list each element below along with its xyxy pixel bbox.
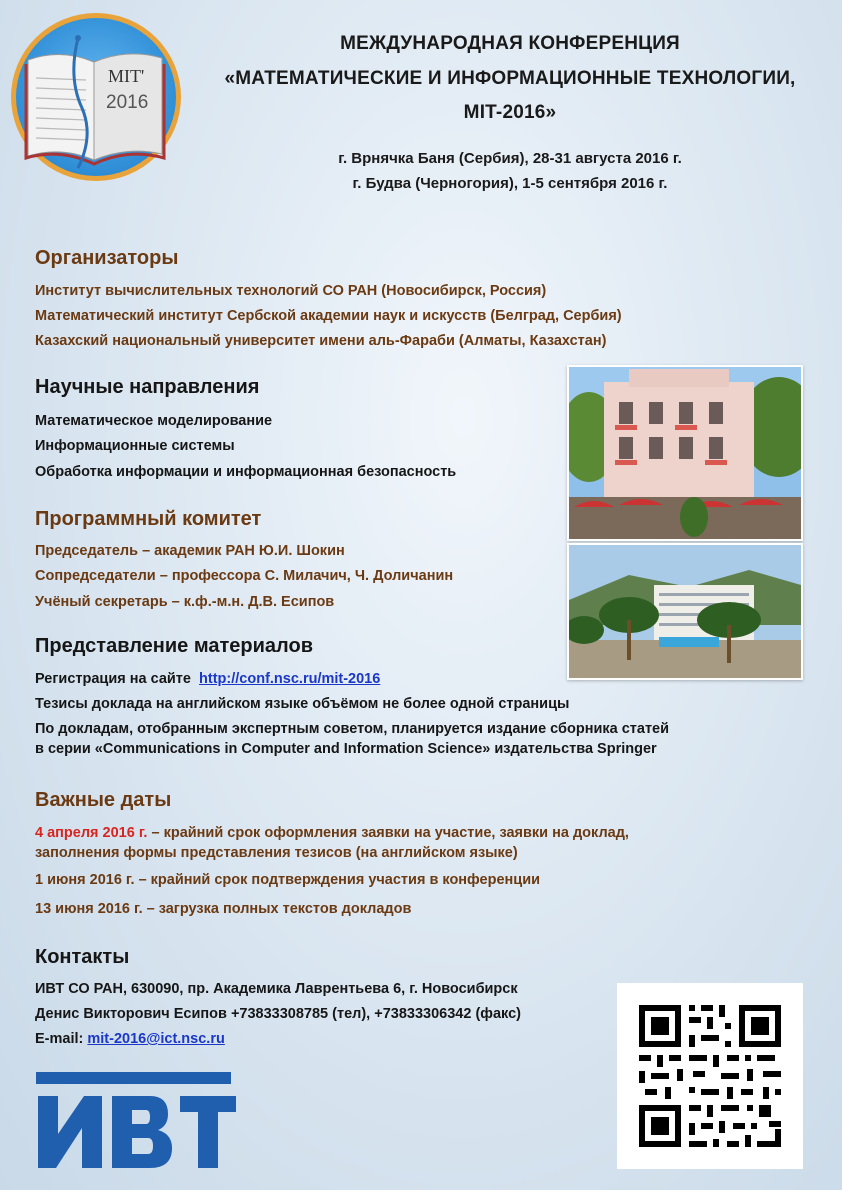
direction-item: Математическое моделирование	[35, 413, 273, 429]
organizers-heading: Организаторы	[35, 247, 179, 269]
publication-line-2: в серии «Communications in Computer and Information Science» издательства Springer	[35, 741, 657, 757]
title-line-2: «МАТЕМАТИЧЕСКИЕ И ИНФОРМАЦИОННЫЕ ТЕХНОЛОГИИ,	[224, 68, 796, 89]
committee-heading: Программный комитет	[35, 508, 262, 530]
conference-logo	[11, 13, 181, 181]
email-label: E-mail:	[35, 1031, 88, 1047]
qr-code[interactable]	[617, 983, 803, 1169]
logo-text-mit: MIT'	[108, 66, 145, 86]
ivt-logo	[36, 1072, 236, 1172]
committee-item: Председатель – академик РАН Ю.И. Шокин	[35, 543, 345, 559]
dates-heading: Важные даты	[35, 789, 172, 811]
title-line-3: MIT-2016»	[463, 102, 557, 123]
resort-photo	[567, 543, 803, 680]
organizer-item: Казахский национальный университет имени аль-Фараби (Алматы, Казахстан)	[35, 333, 607, 349]
email-link[interactable]: mit-2016@ict.nsc.ru	[87, 1031, 225, 1047]
directions-heading: Научные направления	[35, 376, 260, 398]
registration-label: Регистрация на сайте	[35, 671, 191, 687]
contact-person: Денис Викторович Есипов +73833308785 (тел), +73833306342 (факс)	[35, 1006, 521, 1022]
date-item-2: 1 июня 2016 г. – крайний срок подтверждения участия в конференции	[35, 872, 541, 888]
contact-email-line	[35, 1031, 225, 1047]
title-line-1: МЕЖДУНАРОДНАЯ КОНФЕРЕНЦИЯ	[340, 33, 680, 54]
logo-text-year: 2016	[106, 92, 149, 113]
abstracts-line: Тезисы доклада на английском языке объёмом не более одной страницы	[35, 696, 570, 712]
direction-item: Информационные системы	[35, 438, 235, 454]
submission-heading: Представление материалов	[35, 635, 313, 657]
location-line-1: г. Врнячка Баня (Сербия), 28-31 августа 2016 г.	[338, 150, 682, 167]
committee-item: Учёный секретарь – к.ф.-м.н. Д.В. Есипов	[35, 594, 335, 610]
hotel-photo	[567, 365, 803, 541]
publication-line-1: По докладам, отобранным экспертным советом, планируется издание сборника статей	[35, 721, 670, 737]
date-1-date: 4 апреля 2016 г.	[35, 825, 148, 841]
location-line-2: г. Будва (Черногория), 1-5 сентября 2016 г.	[352, 175, 668, 192]
contact-address: ИВТ СО РАН, 630090, пр. Академика Лаврентьева 6, г. Новосибирск	[35, 981, 518, 997]
registration-line	[35, 671, 380, 687]
committee-item: Сопредседатели – профессора С. Милачич, Ч. Доличанин	[35, 568, 454, 584]
registration-link[interactable]: http://conf.nsc.ru/mit-2016	[199, 671, 381, 687]
date-item-1-cont: заполнения формы представления тезисов (на английском языке)	[35, 845, 518, 861]
organizer-item: Институт вычислительных технологий СО РАН (Новосибирск, Россия)	[35, 283, 547, 299]
contacts-heading: Контакты	[35, 946, 130, 968]
date-item-1	[35, 825, 629, 841]
date-1-text: – крайний срок оформления заявки на участие, заявки на доклад,	[147, 825, 629, 841]
direction-item: Обработка информации и информационная безопасность	[35, 464, 457, 480]
date-item-3: 13 июня 2016 г. – загрузка полных текстов докладов	[35, 901, 412, 917]
organizer-item: Математический институт Сербской академии наук и искусств (Белград, Сербия)	[35, 308, 622, 324]
